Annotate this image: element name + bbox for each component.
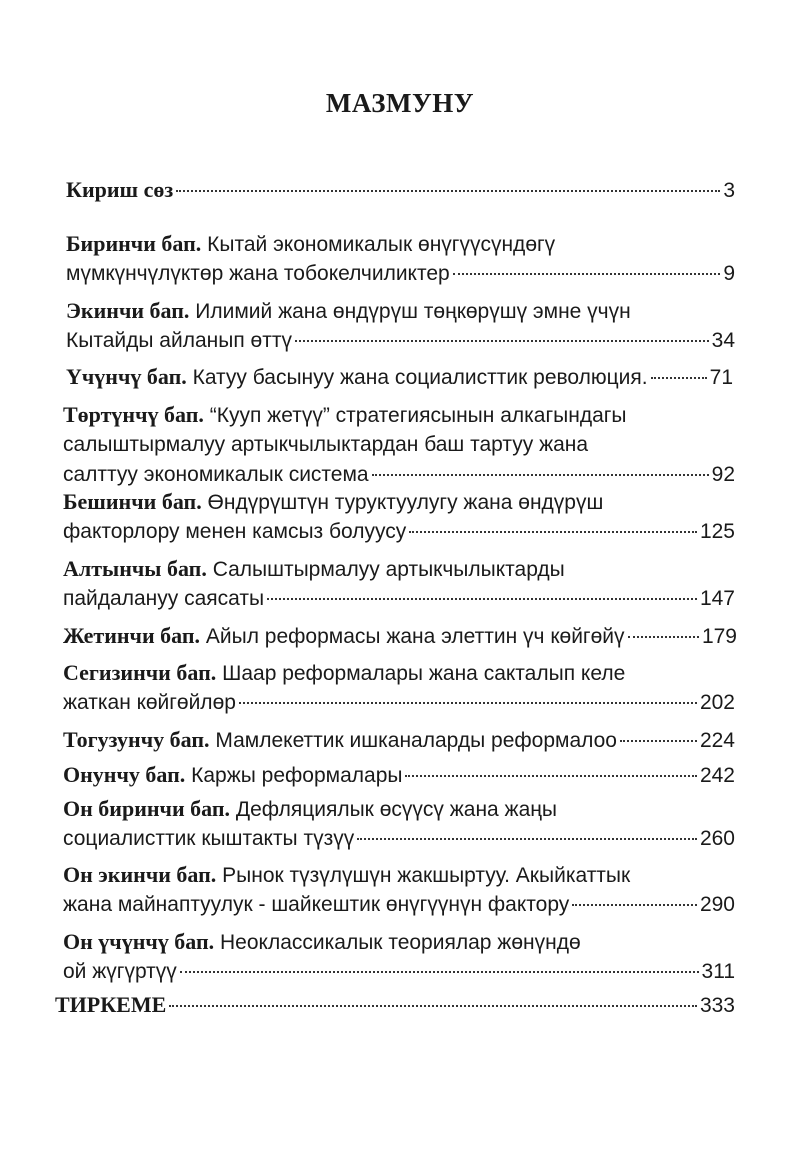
chapter-label: Биринчи бап. <box>66 231 202 256</box>
toc-entry-text <box>63 584 264 614</box>
toc-entry-line <box>63 460 735 490</box>
chapter-title-text: салттуу экономикалык система <box>63 463 369 486</box>
toc-entry <box>0 860 800 920</box>
toc-entry <box>0 175 800 205</box>
toc-entry <box>0 296 800 356</box>
toc-entry-text <box>63 957 177 987</box>
chapter-title-text: Кытайды айланып өттү <box>66 329 292 352</box>
toc-entry-text <box>63 662 625 685</box>
dot-leader <box>239 702 697 704</box>
chapter-title-text: мүмкүнчүлүктөр жана тобокелчиликтер <box>66 262 450 285</box>
chapter-title-text: Каржы реформалары <box>185 764 403 787</box>
chapter-title-text: Кытай экономикалык өнүгүүсүндөгү <box>201 233 556 256</box>
chapter-label: Тогузунчу бап. <box>63 727 210 752</box>
toc-entry-line <box>63 584 735 614</box>
toc-entry-line <box>66 296 800 326</box>
page-number: 242 <box>699 764 735 787</box>
toc-entry-line <box>63 927 800 957</box>
toc-entry-text <box>63 760 402 791</box>
page-number: 125 <box>699 520 735 543</box>
page-number: 71 <box>709 366 733 389</box>
toc-entry-line <box>63 957 735 987</box>
chapter-title-text: социалисттик кыштакты түзүү <box>63 827 355 850</box>
toc-entry-line <box>63 890 735 920</box>
chapter-title-text: Катуу басынуу жана социалисттик революция. <box>186 366 648 389</box>
toc-entry-line <box>66 362 733 392</box>
toc-entry-line <box>63 554 800 584</box>
toc-entry-line <box>55 990 735 1020</box>
chapter-label: Жетинчи бап. <box>63 623 201 648</box>
toc-entry-text <box>63 824 354 854</box>
toc-entry-text <box>55 990 166 1021</box>
toc-entry-line <box>63 487 800 517</box>
toc-entry-line <box>63 400 800 430</box>
toc-entry-line <box>63 688 735 718</box>
toc-entry <box>0 487 800 547</box>
chapter-label: ТИРКЕМЕ <box>55 992 167 1017</box>
dot-leader <box>295 340 709 342</box>
dot-leader <box>372 474 709 476</box>
toc-entry-text <box>66 175 173 206</box>
toc-entry-line <box>66 259 735 289</box>
chapter-title-text: жаткан көйгөйлөр <box>63 691 236 714</box>
toc-entry-text <box>63 404 627 427</box>
page-number: 290 <box>699 893 735 916</box>
page-number: 202 <box>699 691 735 714</box>
chapter-title-text: Рынок түзүлүшүн жакшыртуу. Акыйкаттык <box>216 864 631 887</box>
toc-entry <box>0 229 800 289</box>
toc-entry-text <box>63 864 630 887</box>
dot-leader <box>169 1005 697 1007</box>
toc-entry-line <box>66 326 735 356</box>
chapter-title-text: Айыл реформасы жана элеттин үч көйгөйү <box>200 625 625 648</box>
page-number: 9 <box>723 262 735 285</box>
page-number: 92 <box>711 463 735 486</box>
chapter-label: Он биринчи бап. <box>63 796 231 821</box>
toc-entry-line <box>63 658 800 688</box>
page-number: 311 <box>701 960 735 983</box>
page-number: 34 <box>711 329 735 352</box>
chapter-title-text: Салыштырмалуу артыкчылыктарды <box>206 558 565 581</box>
chapter-label: Сегизинчи бап. <box>63 660 217 685</box>
toc-entry-text <box>63 558 565 581</box>
toc-entry-line <box>63 621 737 651</box>
toc-entry-text <box>66 259 450 289</box>
chapter-label: Бешинчи бап. <box>63 489 202 514</box>
dot-leader <box>453 273 721 275</box>
dot-leader <box>620 740 697 742</box>
page-number: 147 <box>699 587 735 610</box>
toc-entry <box>0 794 800 854</box>
chapter-title-text: Неоклассикалык теориялар жөнүндө <box>214 931 581 954</box>
chapter-label: Төртүнчү бап. <box>63 402 204 427</box>
chapter-title-text: “Кууп жетүү” стратегиясынын алкагындагы <box>203 404 627 427</box>
chapter-title-text: факторлору менен камсыз болуусу <box>63 520 407 543</box>
chapter-label: Кириш сөз <box>66 177 174 202</box>
toc-entry <box>0 725 800 755</box>
dot-leader <box>651 377 707 379</box>
page-number: 224 <box>699 729 735 752</box>
toc-entry <box>0 621 800 651</box>
toc-entry-text <box>63 517 406 547</box>
toc-entry-line <box>63 517 735 547</box>
dot-leader <box>180 971 699 973</box>
dot-leader <box>405 775 696 777</box>
chapter-title-text: Мамлекеттик ишканаларды реформалоо <box>209 729 617 752</box>
toc-entry-text <box>63 931 581 954</box>
chapter-label: Онунчу бап. <box>63 762 186 787</box>
toc-entry-text <box>63 460 369 490</box>
toc-entry-line <box>66 229 800 259</box>
toc-entry-text <box>63 890 569 920</box>
toc-entry <box>0 990 800 1020</box>
page-number: 3 <box>723 179 735 202</box>
toc-entry-text <box>63 725 617 756</box>
dot-leader <box>628 636 699 638</box>
dot-leader <box>357 838 697 840</box>
chapter-label: Экинчи бап. <box>66 298 190 323</box>
toc-entry-text <box>63 798 557 821</box>
toc-entry-line <box>63 725 735 755</box>
dot-leader <box>409 531 697 533</box>
toc-entry-text <box>66 300 631 323</box>
toc-entry <box>0 362 800 392</box>
chapter-title-text: Илимий жана өндүрүш төңкөрүшү эмне үчүн <box>189 300 631 323</box>
toc-entry-text <box>66 362 648 393</box>
toc-entry-text <box>63 621 625 652</box>
toc-entry <box>0 658 800 718</box>
toc-entry-text <box>66 326 292 356</box>
chapter-title-text: пайдалануу саясаты <box>63 587 265 610</box>
toc-entry <box>0 760 800 790</box>
page-number: 179 <box>701 625 737 648</box>
toc-entry-text <box>66 233 555 256</box>
toc-entry <box>0 554 800 614</box>
toc-entry-line <box>63 794 800 824</box>
chapter-label: Он экинчи бап. <box>63 862 217 887</box>
chapter-label: Үчүнчү бап. <box>66 364 187 389</box>
toc-entry-text <box>63 433 588 456</box>
dot-leader <box>572 904 697 906</box>
chapter-title-text: Шаар реформалары жана сакталып келе <box>216 662 626 685</box>
chapter-label: Он үчүнчү бап. <box>63 929 215 954</box>
toc-entry-line <box>63 824 735 854</box>
page-number: 333 <box>699 994 735 1017</box>
toc-entry-line <box>66 175 735 205</box>
dot-leader <box>267 598 697 600</box>
toc-entry-text <box>63 688 236 718</box>
toc-entry <box>0 927 800 987</box>
chapter-title-text: салыштырмалуу артыкчылыктардан баш тартуу жана <box>63 433 589 456</box>
chapter-label: Алтынчы бап. <box>63 556 207 581</box>
toc-entry-line <box>63 430 800 460</box>
toc-entry-text <box>63 491 603 514</box>
chapter-title-text: Өндүрүштүн туруктуулугу жана өндүрүш <box>201 491 604 514</box>
toc-entry-line <box>63 860 800 890</box>
page-number: 260 <box>699 827 735 850</box>
toc-entry-line <box>63 760 735 790</box>
chapter-title-text: жана майнаптуулук - шайкештик өнүгүүнүн фактору <box>63 893 570 916</box>
page-title: МАЗМУНУ <box>325 88 475 118</box>
chapter-title-text: Дефляциялык өсүүсү жана жаңы <box>230 798 557 821</box>
chapter-title-text: ой жүгүртүү <box>63 960 177 983</box>
toc-entry <box>0 400 800 490</box>
dot-leader <box>176 190 720 192</box>
